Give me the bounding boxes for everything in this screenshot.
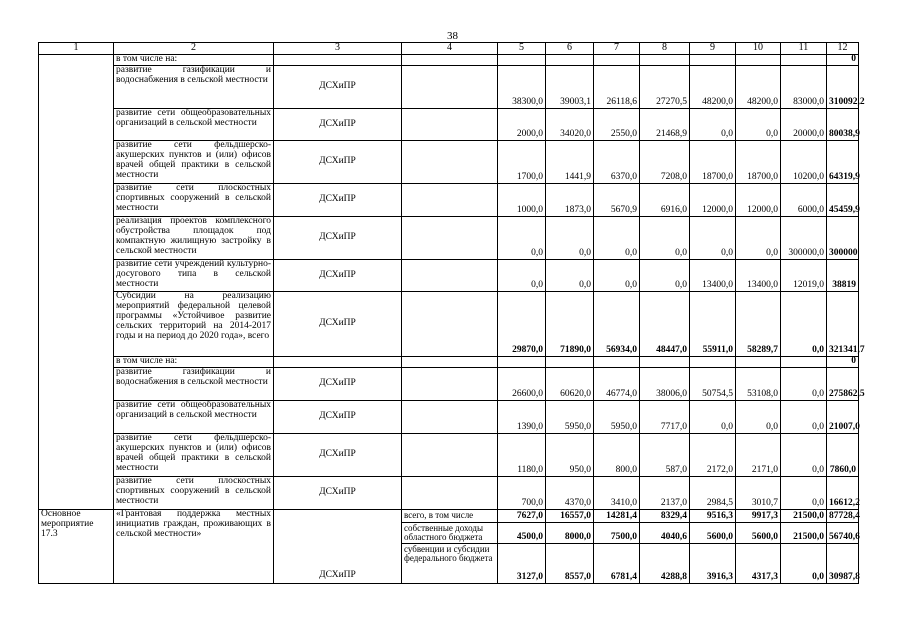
executor-cell xyxy=(274,357,402,368)
value-cell: 21500,0 xyxy=(781,510,827,523)
value-cell: 0,0 xyxy=(498,260,546,292)
value-cell: 0,0 xyxy=(690,109,736,141)
column-header: 11 xyxy=(781,43,827,55)
direction-row xyxy=(39,184,859,217)
direction-row xyxy=(39,477,859,510)
funding-type-cell xyxy=(402,260,498,292)
measure-name: Основное мероприятие 17.3 xyxy=(39,510,114,584)
value-cell: 21500,0 xyxy=(781,523,827,544)
column-header: 9 xyxy=(690,43,736,55)
column-header: 10 xyxy=(736,43,781,55)
funding-type-cell xyxy=(402,292,498,357)
value-cell: 26600,0 xyxy=(498,368,546,401)
funding-type-cell xyxy=(402,477,498,510)
column-header: 8 xyxy=(640,43,690,55)
value-cell xyxy=(736,357,781,368)
value-cell: 9917,3 xyxy=(736,510,781,523)
value-cell: 27270,5 xyxy=(640,66,690,109)
value-cell: 1700,0 xyxy=(498,141,546,184)
value-cell: 18700,0 xyxy=(736,141,781,184)
value-cell: 14281,4 xyxy=(594,510,640,523)
value-cell: 8000,0 xyxy=(546,523,594,544)
intro-row xyxy=(39,357,859,368)
funding-type-cell xyxy=(402,109,498,141)
direction-row xyxy=(39,260,859,292)
column-header: 3 xyxy=(274,43,402,55)
value-cell: 5670,9 xyxy=(594,184,640,217)
value-cell: 3410,0 xyxy=(594,477,640,510)
budget-table xyxy=(38,42,865,584)
executor-cell: ДСХиПР xyxy=(274,141,402,184)
value-cell: 2172,0 xyxy=(690,434,736,477)
executor-cell: ДСХиПР xyxy=(274,109,402,141)
value-cell: 13400,0 xyxy=(690,260,736,292)
direction-row xyxy=(39,434,859,477)
funding-type: всего, в том числе xyxy=(402,510,498,523)
value-cell xyxy=(640,357,690,368)
value-cell: 83000,0 xyxy=(781,66,827,109)
funding-type-cell xyxy=(402,357,498,368)
page-number: 38 xyxy=(447,30,458,42)
measure-description: «Грантовая поддержка местных инициатив граждан, проживающих в сельской местности» xyxy=(114,510,274,584)
value-cell: 6781,4 xyxy=(594,543,640,583)
direction-description: развитие сети общеобразовательных организаций в сельской местности xyxy=(114,109,274,141)
total-cell: 87728,4 xyxy=(827,510,859,523)
value-cell: 48447,0 xyxy=(640,292,690,357)
value-cell xyxy=(546,55,594,66)
value-cell: 48200,0 xyxy=(690,66,736,109)
funding-type-cell xyxy=(402,217,498,260)
value-cell: 60620,0 xyxy=(546,368,594,401)
value-cell: 0,0 xyxy=(781,401,827,434)
value-cell: 300000,0 xyxy=(781,217,827,260)
direction-row xyxy=(39,217,859,260)
total-cell: 7860,0 xyxy=(827,434,859,477)
direction-description: развитие сети плоскостных спортивных сооружений в сельской местности xyxy=(114,477,274,510)
total-cell: 64319,9 xyxy=(827,141,859,184)
total-cell: 16612,2 xyxy=(827,477,859,510)
value-cell: 800,0 xyxy=(594,434,640,477)
funding-type-cell xyxy=(402,141,498,184)
value-cell xyxy=(736,55,781,66)
direction-row xyxy=(39,66,859,109)
value-cell: 26118,6 xyxy=(594,66,640,109)
value-cell: 46774,0 xyxy=(594,368,640,401)
value-cell: 1441,9 xyxy=(546,141,594,184)
value-cell: 7208,0 xyxy=(640,141,690,184)
value-cell: 5950,0 xyxy=(594,401,640,434)
direction-description: развитие сети фельдшерско-акушерских пунктов и (или) офисов врачей общей практики в сельской местности xyxy=(114,434,274,477)
total-cell: 80038,9 xyxy=(827,109,859,141)
column-header: 6 xyxy=(546,43,594,55)
total-cell: 30987,8 xyxy=(827,543,859,583)
value-cell: 10200,0 xyxy=(781,141,827,184)
value-cell: 0,0 xyxy=(781,477,827,510)
value-cell xyxy=(690,55,736,66)
value-cell: 4317,3 xyxy=(736,543,781,583)
total-cell: 21007,0 xyxy=(827,401,859,434)
value-cell: 2171,0 xyxy=(736,434,781,477)
value-cell: 3010,7 xyxy=(736,477,781,510)
total-cell: 45459,9 xyxy=(827,184,859,217)
value-cell: 4500,0 xyxy=(498,523,546,544)
value-cell xyxy=(594,55,640,66)
value-cell: 56934,0 xyxy=(594,292,640,357)
value-cell: 0,0 xyxy=(736,109,781,141)
value-cell: 7500,0 xyxy=(594,523,640,544)
value-cell: 8557,0 xyxy=(546,543,594,583)
value-cell xyxy=(690,357,736,368)
column-header: 12 xyxy=(827,43,859,55)
direction-description: развитие газификации и водоснабжения в сельской местности xyxy=(114,368,274,401)
executor-cell: ДСХиПР xyxy=(274,260,402,292)
funding-type-cell xyxy=(402,66,498,109)
value-cell xyxy=(781,357,827,368)
value-cell: 0,0 xyxy=(594,260,640,292)
value-cell: 13400,0 xyxy=(736,260,781,292)
value-cell: 5600,0 xyxy=(690,523,736,544)
funding-type-cell xyxy=(402,401,498,434)
value-cell xyxy=(498,357,546,368)
value-cell xyxy=(594,357,640,368)
value-cell: 9516,3 xyxy=(690,510,736,523)
direction-description: развитие сети учреждений культурно-досугового типа в сельской местности xyxy=(114,260,274,292)
value-cell: 2550,0 xyxy=(594,109,640,141)
value-cell: 2137,0 xyxy=(640,477,690,510)
executor-cell: ДСХиПР xyxy=(274,66,402,109)
column-header: 5 xyxy=(498,43,546,55)
value-cell: 0,0 xyxy=(690,401,736,434)
executor-cell: ДСХиПР xyxy=(274,292,402,357)
row-label: в том числе на: xyxy=(114,55,274,66)
total-cell: 56740,6 xyxy=(827,523,859,544)
funding-type-cell xyxy=(402,184,498,217)
value-cell: 2000,0 xyxy=(498,109,546,141)
value-cell: 1180,0 xyxy=(498,434,546,477)
value-cell: 3916,3 xyxy=(690,543,736,583)
value-cell: 700,0 xyxy=(498,477,546,510)
value-cell: 50754,5 xyxy=(690,368,736,401)
total-cell: 321341,7 xyxy=(827,292,859,357)
value-cell: 0,0 xyxy=(640,217,690,260)
direction-description: развитие сети общеобразовательных организаций в сельской местности xyxy=(114,401,274,434)
value-cell: 71890,0 xyxy=(546,292,594,357)
value-cell: 29870,0 xyxy=(498,292,546,357)
column-header: 4 xyxy=(402,43,498,55)
direction-row xyxy=(39,109,859,141)
value-cell: 0,0 xyxy=(781,292,827,357)
value-cell: 53108,0 xyxy=(736,368,781,401)
value-cell: 38300,0 xyxy=(498,66,546,109)
funding-type: собственные доходы областного бюджета xyxy=(402,523,498,544)
value-cell: 0,0 xyxy=(498,217,546,260)
executor-cell: ДСХиПР xyxy=(274,368,402,401)
value-cell: 55911,0 xyxy=(690,292,736,357)
executor-cell: ДСХиПР xyxy=(274,401,402,434)
value-cell xyxy=(640,55,690,66)
value-cell: 16557,0 xyxy=(546,510,594,523)
executor-cell xyxy=(274,55,402,66)
value-cell: 950,0 xyxy=(546,434,594,477)
direction-row xyxy=(39,368,859,401)
value-cell xyxy=(498,55,546,66)
value-cell: 6370,0 xyxy=(594,141,640,184)
row-label: в том числе на: xyxy=(114,357,274,368)
value-cell: 18700,0 xyxy=(690,141,736,184)
value-cell: 6000,0 xyxy=(781,184,827,217)
value-cell: 34020,0 xyxy=(546,109,594,141)
value-cell: 8329,4 xyxy=(640,510,690,523)
value-cell: 0,0 xyxy=(736,401,781,434)
value-cell: 7717,0 xyxy=(640,401,690,434)
value-cell: 0,0 xyxy=(546,260,594,292)
section-cell xyxy=(39,55,114,510)
total-cell: 300000 xyxy=(827,217,859,260)
value-cell: 0,0 xyxy=(736,217,781,260)
measure-row xyxy=(39,510,859,523)
column-header: 1 xyxy=(39,43,114,55)
value-cell: 2984,5 xyxy=(690,477,736,510)
value-cell: 39003,1 xyxy=(546,66,594,109)
subsidy-description: Субсидии на реализацию мероприятий федеральной целевой программы «Устойчивое развитие сельских территорий на 2014-2017 годы и на период до 2020 года», всего xyxy=(114,292,274,357)
value-cell xyxy=(546,357,594,368)
value-cell: 587,0 xyxy=(640,434,690,477)
column-header: 7 xyxy=(594,43,640,55)
value-cell: 0,0 xyxy=(594,217,640,260)
executor-cell: ДСХиПР xyxy=(274,184,402,217)
executor-cell: ДСХиПР xyxy=(274,510,402,584)
value-cell: 1390,0 xyxy=(498,401,546,434)
value-cell: 0,0 xyxy=(781,368,827,401)
direction-description: развитие газификации и водоснабжения в сельской местности xyxy=(114,66,274,109)
value-cell: 48200,0 xyxy=(736,66,781,109)
value-cell: 20000,0 xyxy=(781,109,827,141)
direction-description: развитие сети плоскостных спортивных сооружений в сельской местности xyxy=(114,184,274,217)
total-cell: 310092,2 xyxy=(827,66,859,109)
total-cell: 0 xyxy=(827,357,859,368)
executor-cell: ДСХиПР xyxy=(274,477,402,510)
funding-type-cell xyxy=(402,55,498,66)
value-cell: 0,0 xyxy=(690,217,736,260)
value-cell: 0,0 xyxy=(640,260,690,292)
value-cell: 21468,9 xyxy=(640,109,690,141)
value-cell: 12000,0 xyxy=(690,184,736,217)
intro-row xyxy=(39,55,859,66)
direction-row xyxy=(39,401,859,434)
value-cell: 1000,0 xyxy=(498,184,546,217)
value-cell: 1873,0 xyxy=(546,184,594,217)
funding-type-cell xyxy=(402,434,498,477)
value-cell: 4288,8 xyxy=(640,543,690,583)
total-cell: 0 xyxy=(827,55,859,66)
direction-description: развитие сети фельдшерско-акушерских пунктов и (или) офисов врачей общей практики в сельской местности xyxy=(114,141,274,184)
executor-cell: ДСХиПР xyxy=(274,217,402,260)
value-cell: 7627,0 xyxy=(498,510,546,523)
value-cell: 5950,0 xyxy=(546,401,594,434)
value-cell: 0,0 xyxy=(781,434,827,477)
direction-row xyxy=(39,141,859,184)
value-cell: 12000,0 xyxy=(736,184,781,217)
value-cell: 3127,0 xyxy=(498,543,546,583)
value-cell: 0,0 xyxy=(546,217,594,260)
subsidy-total-row xyxy=(39,292,859,357)
value-cell: 4040,6 xyxy=(640,523,690,544)
value-cell xyxy=(781,55,827,66)
direction-description: реализация проектов комплексного обустройства площадок под компактную жилищную застройку в сельской местности xyxy=(114,217,274,260)
total-cell: 38819 xyxy=(827,260,859,292)
value-cell: 5600,0 xyxy=(736,523,781,544)
value-cell: 38006,0 xyxy=(640,368,690,401)
value-cell: 0,0 xyxy=(781,543,827,583)
value-cell: 6916,0 xyxy=(640,184,690,217)
value-cell: 4370,0 xyxy=(546,477,594,510)
header-row xyxy=(39,43,859,55)
value-cell: 12019,0 xyxy=(781,260,827,292)
value-cell: 58289,7 xyxy=(736,292,781,357)
total-cell: 275862,5 xyxy=(827,368,859,401)
column-header: 2 xyxy=(114,43,274,55)
executor-cell: ДСХиПР xyxy=(274,434,402,477)
funding-type-cell xyxy=(402,368,498,401)
funding-type: субвенции и субсидии федерального бюджета xyxy=(402,543,498,583)
